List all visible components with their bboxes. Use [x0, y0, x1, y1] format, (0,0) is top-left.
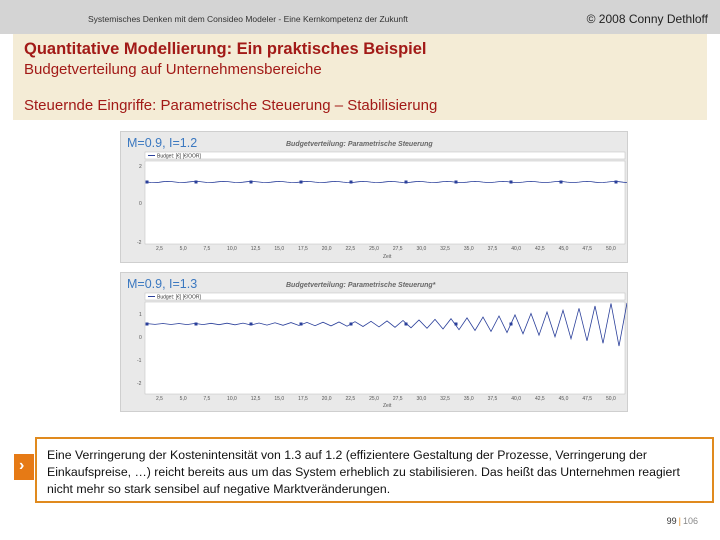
chart-1-marker	[405, 181, 408, 184]
chart-2-xtick: 10,0	[227, 396, 237, 402]
chart-1-legend-box	[145, 152, 625, 159]
chart-2-xtick: 32,5	[440, 396, 450, 402]
chart-1-marker	[560, 181, 563, 184]
chart-2-xtick: 25,0	[369, 396, 379, 402]
chart-1-ytick: 0	[139, 201, 142, 207]
chart-1-xtick: 42,5	[534, 246, 545, 252]
chart-1	[121, 132, 627, 262]
chart-2-xtick: 42,5	[534, 396, 545, 402]
chart-2-xtick: 47,5	[582, 396, 593, 402]
chart-2-ytick: 1	[139, 312, 142, 318]
chart-2	[121, 273, 627, 411]
chart-2-xticks	[156, 396, 616, 402]
chart-1-plot-area	[145, 161, 625, 244]
page-number	[667, 516, 698, 526]
chart-2-legend-label: Budget: [€] [€/OOR]	[157, 294, 201, 301]
chart-1-xtick: 15,0	[274, 246, 285, 252]
chart-1-marker	[146, 181, 149, 184]
chart-2-ytick: -1	[137, 358, 142, 364]
chart-2-xtick: 22,5	[345, 396, 356, 402]
page-separator: |	[678, 516, 681, 526]
chart-1-params: M=0.9, I=1.2	[127, 136, 198, 150]
chart-1-xtick: 12,5	[250, 246, 261, 252]
chart-1-xtick: 5,0	[179, 246, 187, 252]
chart-2-xtick: 37,5	[487, 396, 498, 402]
section-heading: Steuernde Eingriffe: Parametrische Steuerung – Stabilisierung	[24, 97, 438, 114]
chart-1-xtick: 20,0	[321, 246, 332, 252]
chart-2-xlabel: Zeit	[383, 403, 392, 409]
chart-2-xtick: 5,0	[179, 396, 187, 402]
chart-1-xtick: 30,0	[416, 246, 427, 252]
chart-2-ytick: -2	[137, 381, 142, 387]
chart-2-marker	[195, 323, 198, 326]
chart-panel-1	[120, 131, 628, 263]
chart-1-xtick: 37,5	[487, 246, 498, 252]
chart-2-marker	[146, 323, 149, 326]
chart-2-xtick: 2,5	[156, 396, 163, 402]
page-current: 99	[666, 516, 677, 526]
chart-1-xtick: 10,0	[227, 246, 237, 252]
chart-2-xtick: 27,5	[392, 396, 403, 402]
note-text: Eine Verringerung der Kostenintensität von 1.3 auf 1.2 (effizientere Gestaltung der Prozesse, Verringerung der Einkaufspreise, …) reicht bereits aus um das System erheblich zu stabilisieren. Das heißt das Unternehmen reagiert nicht mehr so stark sensibel auf negative Marktveränderungen.	[47, 448, 680, 496]
chart-2-xtick: 17,5	[298, 396, 308, 402]
chart-1-xtick: 45,0	[558, 246, 569, 252]
chart-1-xtick: 17,5	[298, 246, 308, 252]
chart-2-xtick: 7,5	[203, 396, 211, 402]
chart-1-xtick: 40,0	[511, 246, 521, 252]
chart-1-xticks	[156, 246, 616, 252]
chart-2-xtick: 45,0	[558, 396, 569, 402]
chart-1-ytick: -2	[137, 240, 142, 246]
slide-title: Quantitative Modellierung: Ein praktisches Beispiel	[24, 40, 427, 58]
chart-1-xtick: 32,5	[440, 246, 450, 252]
chart-2-xtick: 50,0	[606, 396, 616, 402]
bullet-arrow-icon: ›	[14, 454, 34, 480]
chart-1-xlabel: Zeit	[383, 254, 392, 260]
chart-1-marker	[350, 181, 353, 184]
presentation-subtitle: Systemisches Denken mit dem Consideo Modeler - Eine Kernkompetenz der Zukunft	[88, 14, 408, 24]
note-box	[35, 437, 714, 503]
copyright: © 2008 Conny Dethloff	[586, 12, 708, 26]
chart-1-marker	[195, 181, 198, 184]
chart-2-params: M=0.9, I=1.3	[127, 277, 198, 291]
chart-1-xtick: 25,0	[369, 246, 379, 252]
chart-2-xtick: 40,0	[511, 396, 521, 402]
chart-1-marker	[455, 181, 458, 184]
chart-2-marker	[405, 323, 408, 326]
chart-1-xtick: 22,5	[345, 246, 356, 252]
chart-2-xtick: 20,0	[321, 396, 332, 402]
chart-2-xtick: 12,5	[250, 396, 261, 402]
chart-1-marker	[510, 181, 513, 184]
chart-1-legend-label: Budget: [€] [€/OOR]	[157, 153, 201, 160]
chart-2-xtick: 15,0	[274, 396, 285, 402]
chart-2-legend-box	[145, 293, 625, 300]
chart-1-marker	[300, 181, 303, 184]
chart-2-marker	[510, 323, 513, 326]
chart-1-xtick: 2,5	[156, 246, 163, 252]
chart-1-title: Budgetverteilung: Parametrische Steuerung	[286, 141, 433, 148]
chart-2-marker	[300, 323, 303, 326]
chart-1-marker	[615, 181, 618, 184]
chart-1-xtick: 47,5	[582, 246, 593, 252]
chart-1-xtick: 27,5	[392, 246, 403, 252]
chart-1-xtick: 50,0	[606, 246, 616, 252]
chart-panel-2	[120, 272, 628, 412]
chart-2-plot-area	[145, 302, 625, 394]
chart-2-marker	[455, 323, 458, 326]
chart-1-marker	[250, 181, 253, 184]
chart-2-title: Budgetverteilung: Parametrische Steuerung*	[286, 282, 436, 289]
chart-2-xtick: 30,0	[416, 396, 427, 402]
page-total: 106	[682, 516, 698, 526]
chart-1-xtick: 7,5	[203, 246, 211, 252]
slide-subtitle: Budgetverteilung auf Unternehmensbereiche	[24, 61, 322, 78]
chart-2-marker	[350, 323, 353, 326]
chart-2-marker	[250, 323, 253, 326]
chart-1-ytick: 2	[139, 164, 142, 170]
chart-2-ytick: 0	[139, 335, 142, 341]
chart-2-xtick: 35,0	[463, 396, 474, 402]
chart-1-xtick: 35,0	[463, 246, 474, 252]
